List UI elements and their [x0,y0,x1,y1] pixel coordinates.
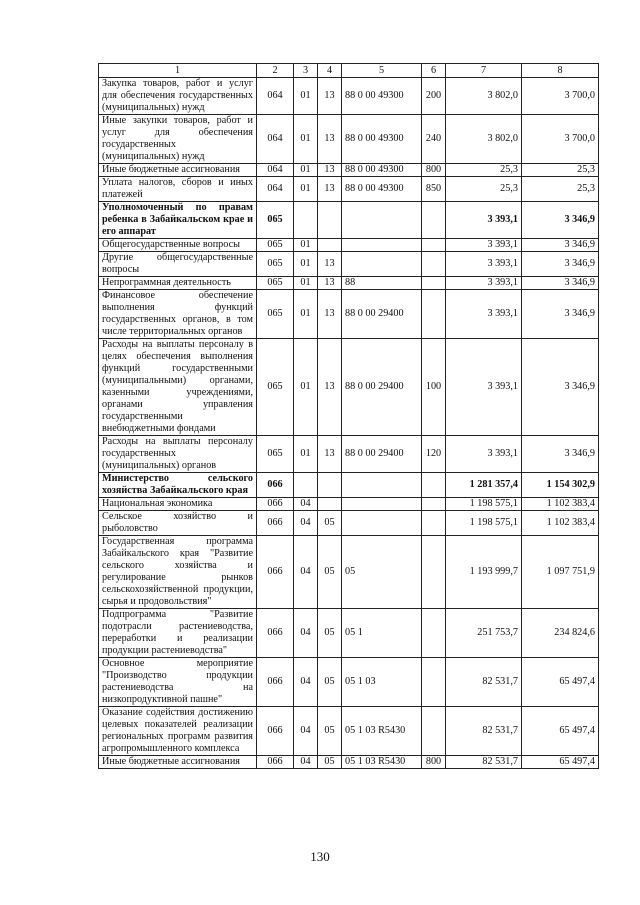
cell-subsection-code: 13 [318,78,342,115]
cell-ministry-code: 066 [257,658,294,707]
cell-expense-type [422,290,446,339]
cell-name: Другие общегосударственные вопросы [99,252,257,277]
cell-section-code: 04 [294,707,318,756]
cell-name: Государственная программа Забайкальского края "Развитие сельского хозяйства и регулирование рынков сельскохозяйственной продукции, сырья и продовольствия" [99,536,257,609]
cell-amount-col7: 82 531,7 [446,658,522,707]
table-row [99,707,599,756]
cell-amount-col7: 1 193 999,7 [446,536,522,609]
cell-target-item: 88 0 00 29400 [342,436,422,473]
cell-amount-col8: 65 497,4 [522,756,599,769]
cell-amount-col8: 1 097 751,9 [522,536,599,609]
cell-amount-col7: 3 393,1 [446,339,522,436]
cell-ministry-code: 064 [257,78,294,115]
table-row [99,115,599,164]
cell-amount-col8: 3 700,0 [522,78,599,115]
cell-subsection-code: 05 [318,609,342,658]
cell-subsection-code: 05 [318,707,342,756]
table-row [99,202,599,239]
cell-amount-col7: 82 531,7 [446,707,522,756]
cell-section-code: 04 [294,511,318,536]
cell-target-item: 88 0 00 49300 [342,177,422,202]
cell-ministry-code: 065 [257,290,294,339]
cell-ministry-code: 066 [257,511,294,536]
cell-subsection-code: 13 [318,339,342,436]
cell-amount-col7: 25,3 [446,164,522,177]
cell-ministry-code: 066 [257,536,294,609]
cell-target-item: 88 0 00 49300 [342,115,422,164]
cell-section-code: 01 [294,164,318,177]
cell-name: Уплата налогов, сборов и иных платежей [99,177,257,202]
table-row [99,239,599,252]
cell-ministry-code: 066 [257,707,294,756]
cell-section-code: 01 [294,290,318,339]
cell-section-code: 01 [294,115,318,164]
table-row [99,658,599,707]
cell-name: Уполномоченный по правам ребенка в Забайкальском крае и его аппарат [99,202,257,239]
cell-ministry-code: 064 [257,164,294,177]
cell-target-item: 05 1 03 R5430 [342,707,422,756]
cell-subsection-code: 13 [318,290,342,339]
cell-section-code: 04 [294,536,318,609]
cell-amount-col8: 25,3 [522,164,599,177]
table-row [99,511,599,536]
table-row [99,252,599,277]
cell-subsection-code [318,239,342,252]
cell-ministry-code: 066 [257,756,294,769]
cell-expense-type: 200 [422,78,446,115]
cell-target-item [342,498,422,511]
cell-ministry-code: 065 [257,239,294,252]
cell-section-code: 04 [294,498,318,511]
cell-target-item: 05 1 03 [342,658,422,707]
col-header: 6 [422,64,446,78]
cell-subsection-code: 05 [318,511,342,536]
cell-amount-col8: 3 346,9 [522,239,599,252]
cell-amount-col8: 25,3 [522,177,599,202]
cell-name: Расходы на выплаты персоналу государственных (муниципальных) органов [99,436,257,473]
col-header: 3 [294,64,318,78]
cell-amount-col7: 251 753,7 [446,609,522,658]
budget-table [98,63,599,769]
cell-subsection-code [318,473,342,498]
cell-expense-type: 120 [422,436,446,473]
table-row [99,756,599,769]
cell-target-item [342,252,422,277]
cell-section-code: 01 [294,177,318,202]
cell-amount-col7: 3 393,1 [446,202,522,239]
col-header: 1 [99,64,257,78]
table-row [99,339,599,436]
cell-ministry-code: 066 [257,609,294,658]
cell-ministry-code: 065 [257,339,294,436]
table-row [99,290,599,339]
cell-section-code: 01 [294,436,318,473]
cell-amount-col7: 3 802,0 [446,115,522,164]
table-row [99,164,599,177]
cell-section-code: 01 [294,239,318,252]
cell-name: Министерство сельского хозяйства Забайкальского края [99,473,257,498]
cell-expense-type [422,609,446,658]
col-header: 5 [342,64,422,78]
cell-target-item: 05 1 [342,609,422,658]
cell-expense-type [422,252,446,277]
cell-amount-col8: 3 346,9 [522,277,599,290]
cell-amount-col7: 3 393,1 [446,436,522,473]
cell-ministry-code: 065 [257,252,294,277]
cell-target-item: 88 0 00 29400 [342,339,422,436]
cell-amount-col8: 3 346,9 [522,290,599,339]
cell-ministry-code: 064 [257,115,294,164]
cell-amount-col8: 3 346,9 [522,252,599,277]
cell-name: Национальная экономика [99,498,257,511]
cell-target-item: 88 [342,277,422,290]
cell-expense-type: 850 [422,177,446,202]
table-row [99,473,599,498]
cell-amount-col7: 3 802,0 [446,78,522,115]
cell-ministry-code: 065 [257,202,294,239]
cell-target-item [342,239,422,252]
cell-name: Иные бюджетные ассигнования [99,756,257,769]
cell-section-code: 04 [294,609,318,658]
cell-expense-type [422,239,446,252]
cell-section-code: 04 [294,658,318,707]
cell-target-item [342,473,422,498]
cell-expense-type [422,277,446,290]
table-row [99,536,599,609]
cell-target-item [342,202,422,239]
cell-amount-col7: 82 531,7 [446,756,522,769]
cell-expense-type [422,498,446,511]
cell-section-code: 04 [294,756,318,769]
cell-name: Основное мероприятие "Производство продукции растениеводства на низкопродуктивной пашне" [99,658,257,707]
cell-name: Иные бюджетные ассигнования [99,164,257,177]
cell-amount-col8: 3 346,9 [522,436,599,473]
cell-amount-col8: 3 346,9 [522,202,599,239]
cell-amount-col8: 3 346,9 [522,339,599,436]
cell-expense-type [422,658,446,707]
cell-name: Сельское хозяйство и рыболовство [99,511,257,536]
table-row [99,609,599,658]
table-row [99,78,599,115]
cell-section-code [294,473,318,498]
cell-name: Закупка товаров, работ и услуг для обеспечения государственных (муниципальных) нужд [99,78,257,115]
cell-name: Оказание содействия достижению целевых показателей реализации региональных программ развития агропромышленного комплекса [99,707,257,756]
col-header: 4 [318,64,342,78]
page-number: 130 [310,849,330,864]
col-header: 8 [522,64,599,78]
cell-subsection-code: 13 [318,436,342,473]
cell-subsection-code: 13 [318,115,342,164]
cell-ministry-code: 066 [257,473,294,498]
cell-name: Иные закупки товаров, работ и услуг для обеспечения государственных (муниципальных) нужд [99,115,257,164]
cell-subsection-code: 05 [318,658,342,707]
cell-section-code: 01 [294,78,318,115]
cell-expense-type [422,536,446,609]
cell-ministry-code: 065 [257,436,294,473]
cell-amount-col8: 65 497,4 [522,658,599,707]
cell-name: Непрограммная деятельность [99,277,257,290]
cell-subsection-code: 05 [318,756,342,769]
cell-section-code: 01 [294,339,318,436]
cell-amount-col7: 3 393,1 [446,290,522,339]
cell-amount-col7: 3 393,1 [446,252,522,277]
cell-amount-col8: 1 102 383,4 [522,498,599,511]
cell-target-item: 05 1 03 R5430 [342,756,422,769]
cell-ministry-code: 065 [257,277,294,290]
cell-amount-col7: 25,3 [446,177,522,202]
cell-amount-col7: 3 393,1 [446,239,522,252]
cell-target-item: 05 [342,536,422,609]
cell-subsection-code [318,498,342,511]
cell-name: Расходы на выплаты персоналу в целях обеспечения выполнения функций государственными (муниципальными) органами, казенными учреждениями, органами управления государственными внебюджетными фондами [99,339,257,436]
cell-section-code: 01 [294,252,318,277]
cell-ministry-code: 066 [257,498,294,511]
cell-amount-col8: 65 497,4 [522,707,599,756]
cell-name: Финансовое обеспечение выполнения функций государственных органов, в том числе территориальных органов [99,290,257,339]
table-row [99,498,599,511]
cell-subsection-code: 13 [318,177,342,202]
cell-expense-type [422,473,446,498]
cell-name: Общегосударственные вопросы [99,239,257,252]
cell-target-item: 88 0 00 49300 [342,78,422,115]
cell-expense-type [422,202,446,239]
cell-target-item: 88 0 00 49300 [342,164,422,177]
cell-subsection-code: 13 [318,252,342,277]
cell-target-item [342,511,422,536]
cell-amount-col7: 1 198 575,1 [446,498,522,511]
cell-expense-type: 240 [422,115,446,164]
cell-expense-type: 800 [422,756,446,769]
cell-subsection-code: 05 [318,536,342,609]
cell-expense-type: 800 [422,164,446,177]
cell-amount-col7: 1 281 357,4 [446,473,522,498]
table-row [99,177,599,202]
col-header: 2 [257,64,294,78]
header-row [99,64,599,78]
cell-section-code [294,202,318,239]
cell-expense-type: 100 [422,339,446,436]
cell-subsection-code: 13 [318,277,342,290]
cell-section-code: 01 [294,277,318,290]
cell-name: Подпрограмма "Развитие подотрасли растениеводства, переработки и реализации продукции растениеводства" [99,609,257,658]
col-header: 7 [446,64,522,78]
table-row [99,277,599,290]
cell-amount-col7: 3 393,1 [446,277,522,290]
cell-amount-col8: 3 700,0 [522,115,599,164]
cell-amount-col8: 1 102 383,4 [522,511,599,536]
cell-target-item: 88 0 00 29400 [342,290,422,339]
cell-expense-type [422,707,446,756]
cell-expense-type [422,511,446,536]
cell-amount-col8: 1 154 302,9 [522,473,599,498]
cell-subsection-code: 13 [318,164,342,177]
cell-amount-col8: 234 824,6 [522,609,599,658]
cell-ministry-code: 064 [257,177,294,202]
cell-amount-col7: 1 198 575,1 [446,511,522,536]
cell-subsection-code [318,202,342,239]
table-row [99,436,599,473]
